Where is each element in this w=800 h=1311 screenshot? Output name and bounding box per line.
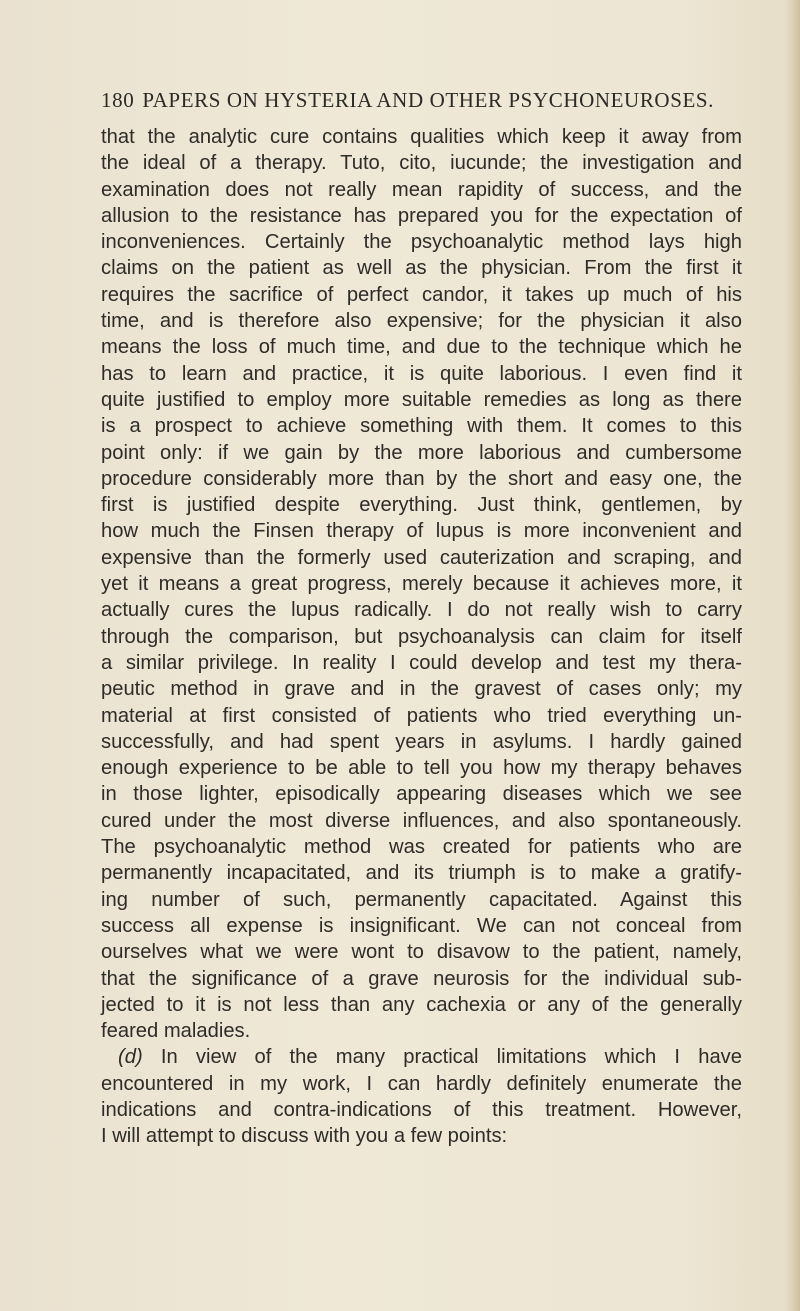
paragraph-d-first-line xyxy=(101,1044,742,1070)
text-line: allusion to the resistance has prepared you for the expectation of xyxy=(101,204,742,227)
running-title: PAPERS ON HYSTERIA AND OTHER PSYCHONEUROSES. xyxy=(142,88,715,112)
text-line: permanently incapacitated, and its triumph is to make a gratify- xyxy=(101,862,742,885)
paragraph-marker: (d) xyxy=(118,1046,143,1069)
text-line: feared maladies. xyxy=(101,1020,251,1043)
text-line: the ideal of a therapy. Tuto, cito, iucunde; the investigation and xyxy=(101,152,742,175)
text-line: that the significance of a grave neurosis for the individual sub- xyxy=(101,967,742,990)
text-line: in those lighter, episodically appearing diseases which we see xyxy=(101,783,742,806)
text-line: success all expense is insignificant. We can not conceal from xyxy=(101,914,742,937)
text-line: jected to it is not less than any cachexia or any of the generally xyxy=(101,993,742,1016)
text-line: requires the sacrifice of perfect candor, it takes up much of his xyxy=(101,283,742,306)
running-header xyxy=(101,88,721,113)
text-line: encountered in my work, I can hardly definitely enumerate the xyxy=(101,1072,742,1095)
text-line: inconveniences. Certainly the psychoanalytic method lays high xyxy=(101,231,742,254)
text-line: point only: if we gain by the more laborious and cumbersome xyxy=(101,441,742,464)
text-line: enough experience to be able to tell you how my therapy behaves xyxy=(101,757,742,780)
text-line: indications and contra-indications of this treatment. However, xyxy=(101,1098,742,1121)
text-line: that the analytic cure contains qualities which keep it away from xyxy=(101,126,742,148)
text-line: how much the Finsen therapy of lupus is more inconvenient and xyxy=(101,520,742,543)
text-line: peutic method in grave and in the gravest of cases only; my xyxy=(101,678,742,701)
text-line: through the comparison, but psychoanalysis can claim for itself xyxy=(101,625,742,648)
text-line: has to learn and practice, it is quite laborious. I even find it xyxy=(101,362,742,385)
paragraph-d-text: In view of the many practical limitations which I have xyxy=(142,1046,742,1069)
text-line: is a prospect to achieve something with them. It comes to this xyxy=(101,415,742,438)
text-line: cured under the most diverse influences, and also spontaneously. xyxy=(101,809,742,832)
text-line: actually cures the lupus radically. I do not really wish to carry xyxy=(101,599,742,622)
text-line: material at first consisted of patients who tried everything un- xyxy=(101,704,742,727)
text-line: expensive than the formerly used cauterization and scraping, and xyxy=(101,546,742,569)
text-line: claims on the patient as well as the physician. From the first it xyxy=(101,257,742,280)
text-line: time, and is therefore also expensive; for the physician it also xyxy=(101,310,742,333)
text-line: means the loss of much time, and due to the technique which he xyxy=(101,336,742,359)
text-line: a similar privilege. In reality I could develop and test my thera- xyxy=(101,651,742,674)
page-edge-shadow xyxy=(786,0,800,1311)
text-line: successfully, and had spent years in asylums. I hardly gained xyxy=(101,730,742,753)
page-number: 180 xyxy=(101,88,135,112)
text-line: ing number of such, permanently capacitated. Against this xyxy=(101,888,742,911)
body-text xyxy=(101,124,742,1150)
text-line: yet it means a great progress, merely because it achieves more, it xyxy=(101,573,742,596)
text-line: first is justified despite everything. Just think, gentlemen, by xyxy=(101,494,742,517)
text-line: procedure considerably more than by the short and easy one, the xyxy=(101,467,742,490)
text-line: I will attempt to discuss with you a few points: xyxy=(101,1125,508,1148)
text-line: examination does not really mean rapidity of success, and the xyxy=(101,178,742,201)
text-line: quite justified to employ more suitable remedies as long as there xyxy=(101,388,742,411)
text-line: ourselves what we were wont to disavow to the patient, namely, xyxy=(101,941,742,964)
text-line: The psychoanalytic method was created for patients who are xyxy=(101,836,742,859)
